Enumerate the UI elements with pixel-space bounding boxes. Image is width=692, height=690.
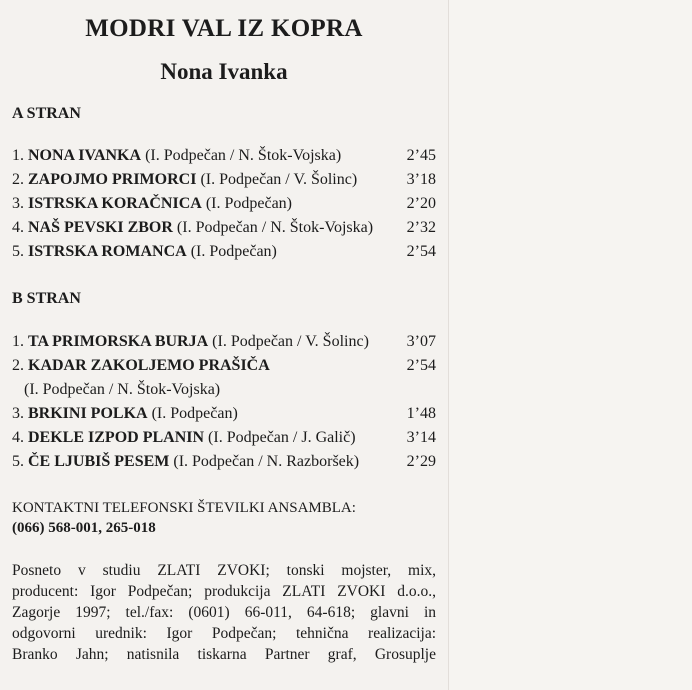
side-a-heading: A STRAN xyxy=(12,105,81,122)
track-duration: 2’54 xyxy=(406,357,436,374)
track-a3 xyxy=(12,192,436,216)
track-credit: (I. Podpečan) xyxy=(190,243,277,260)
track-duration: 2’29 xyxy=(406,453,436,470)
track-title: NONA IVANKA xyxy=(28,147,142,164)
production-credits xyxy=(12,560,436,665)
track-b4 xyxy=(12,426,436,450)
track-number: 3. xyxy=(12,195,24,212)
track-duration: 2’32 xyxy=(406,219,436,236)
track-title: BRKINI POLKA xyxy=(28,405,148,422)
track-title: ISTRSKA KORAČNICA xyxy=(28,195,202,212)
track-duration: 2’45 xyxy=(406,147,436,164)
track-number: 2. xyxy=(12,357,24,374)
track-number: 4. xyxy=(12,219,24,236)
side-b-tracklist xyxy=(12,330,436,474)
side-b-heading: B STRAN xyxy=(12,290,81,307)
track-b3 xyxy=(12,402,436,426)
track-duration: 3’14 xyxy=(406,429,436,446)
track-credit: (I. Podpečan / J. Galič) xyxy=(208,429,356,446)
track-title: NAŠ PEVSKI ZBOR xyxy=(28,219,173,236)
track-a1 xyxy=(12,144,436,168)
track-number: 2. xyxy=(12,171,24,188)
track-number: 5. xyxy=(12,453,24,470)
track-credit: (I. Podpečan / N. Štok-Vojska) xyxy=(24,381,221,398)
track-title: ČE LJUBIŠ PESEM xyxy=(28,453,170,470)
production-line: Posneto v studiu ZLATI ZVOKI; tonski mojster, mix, xyxy=(12,562,436,579)
contact-phones: (066) 568-001, 265-018 xyxy=(12,520,156,536)
track-duration: 3’18 xyxy=(406,171,436,188)
track-title: DEKLE IZPOD PLANIN xyxy=(28,429,205,446)
track-number: 5. xyxy=(12,243,24,260)
track-title: ISTRSKA ROMANCA xyxy=(28,243,187,260)
contact-block xyxy=(12,498,356,538)
track-title: ZAPOJMO PRIMORCI xyxy=(28,171,197,188)
production-line: odgovorni urednik: Igor Podpečan; tehnična realizacija: xyxy=(12,625,436,642)
track-a2 xyxy=(12,168,436,192)
track-b5 xyxy=(12,450,436,474)
track-credit: (I. Podpečan / N. Štok-Vojska) xyxy=(176,219,374,236)
track-number: 1. xyxy=(12,147,24,164)
track-number: 3. xyxy=(12,405,24,422)
track-credit: (I. Podpečan) xyxy=(151,405,238,422)
track-a5 xyxy=(12,240,436,264)
track-duration: 1’48 xyxy=(406,405,436,422)
track-credit: (I. Podpečan / V. Šolinc) xyxy=(200,171,358,188)
track-credit: (I. Podpečan / V. Šolinc) xyxy=(212,333,369,350)
track-credit: (I. Podpečan) xyxy=(205,195,292,212)
production-line: Zagorje 1997; tel./fax: (0601) 66-011, 64-618; glavni in xyxy=(12,604,436,621)
track-b1 xyxy=(12,330,436,354)
track-credit: (I. Podpečan / N. Razboršek) xyxy=(173,453,360,470)
production-line: producent: Igor Podpečan; produkcija ZLATI ZVOKI d.o.o., xyxy=(12,583,436,600)
track-number: 1. xyxy=(12,333,24,350)
track-b2 xyxy=(12,354,436,402)
track-credit: (I. Podpečan / N. Štok-Vojska) xyxy=(145,147,342,164)
track-duration: 3’07 xyxy=(406,333,436,350)
track-title: TA PRIMORSKA BURJA xyxy=(28,333,209,350)
track-duration: 2’54 xyxy=(406,243,436,260)
album-subtitle: Nona Ivanka xyxy=(160,59,288,84)
side-a-tracklist xyxy=(12,144,436,264)
track-a4 xyxy=(12,216,436,240)
track-duration: 2’20 xyxy=(406,195,436,212)
track-number: 4. xyxy=(12,429,24,446)
track-title: KADAR ZAKOLJEMO PRAŠIČA xyxy=(28,357,270,374)
cover-spine-panel xyxy=(449,0,692,690)
contact-label: KONTAKTNI TELEFONSKI ŠTEVILKI ANSAMBLA: xyxy=(12,500,356,516)
production-line: Branko Jahn; natisnila tiskarna Partner graf, Grosuplje xyxy=(12,646,436,663)
album-title: MODRI VAL IZ KOPRA xyxy=(85,15,363,42)
